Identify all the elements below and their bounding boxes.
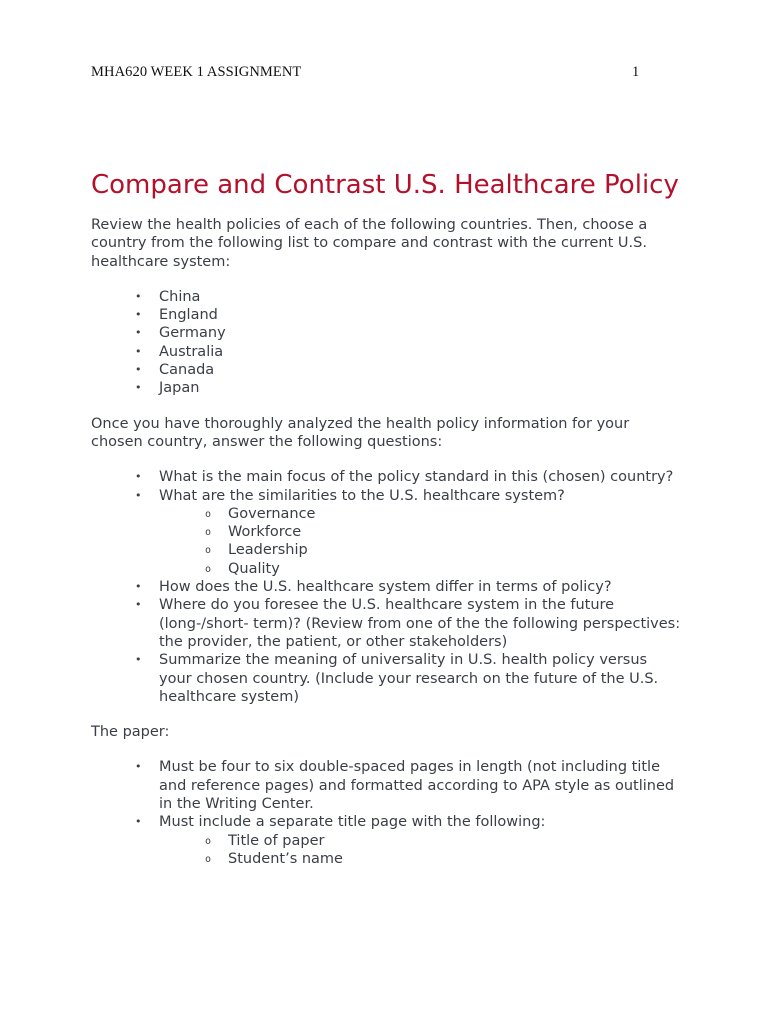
bullet-icon: • [135,815,142,829]
list-item: • How does the U.S. healthcare system differ in terms of policy? [135,579,612,596]
sub-list-item: o Workforce [159,523,681,541]
sub-bullet-icon: o [205,853,212,865]
questions-intro-paragraph: Once you have thoroughly analyzed the health policy information for your chosen country, answer the following questions: [91,415,630,450]
bullet-icon: • [135,381,142,395]
paper-intro-paragraph: The paper: [91,724,170,741]
bullet-icon: • [135,344,142,358]
bullet-icon: • [135,653,142,667]
list-item: • Where do you foresee the U.S. healthcare system in the future (long-/short- term)? (Review from one of the the following perspectives: the provider, the patient, or other stakeholders) [135,597,681,650]
country-list [91,288,681,398]
page-title: Compare and Contrast U.S. Healthcare Policy [91,170,679,200]
bullet-icon: • [135,363,142,377]
similarities-sublist [159,505,681,578]
sub-list-item: o Governance [159,505,681,523]
bullet-icon: • [135,488,142,502]
list-item: • England [135,307,218,324]
questions-list [91,468,681,706]
list-item: • Canada [135,362,215,379]
list-item: • What are the similarities to the U.S. healthcare system? o Governance o Workforce o Leadership o Quality [91,487,681,578]
sub-list-item: o Title of paper [159,832,681,850]
list-item: • What is the main focus of the policy standard in this (chosen) country? [135,469,674,486]
bullet-icon: • [135,598,142,612]
document-body [91,169,681,868]
sub-bullet-icon: o [205,835,212,847]
bullet-icon: • [135,289,142,303]
bullet-icon: • [135,580,142,594]
intro-paragraph: Review the health policies of each of the following countries. Then, choose a country from the following list to compare and contrast with the current U.S. healthcare system: [91,217,648,270]
sub-bullet-icon: o [205,563,212,575]
bullet-icon: • [135,760,142,774]
bullet-icon: • [135,308,142,322]
list-item: • Japan [135,380,200,397]
paper-requirements-list [91,758,681,868]
sub-list-item: o Student’s name [159,850,681,868]
list-item: • Summarize the meaning of universality in U.S. health policy versus your chosen country. (Include your research on the future of the U.S. healthcare system) [135,652,659,705]
list-item: • China [135,288,201,305]
list-item: • Germany [135,325,226,342]
title-page-sublist [159,832,681,869]
sub-list-item: o Leadership [159,541,681,559]
list-item: • Must include a separate title page with the following: o Title of paper o Student’s name [91,813,681,868]
page-number: 1 [632,64,640,80]
list-item: • Must be four to six double-spaced pages in length (not including title and reference pages) and formatted according to APA style as outlined in the Writing Center. [135,759,675,813]
list-item: • Australia [135,343,224,360]
bullet-icon: • [135,326,142,340]
sub-bullet-icon: o [205,545,212,557]
sub-list-item: o Quality [159,560,681,578]
running-header: MHA620 WEEK 1 ASSIGNMENT [91,64,302,80]
sub-bullet-icon: o [205,508,212,520]
bullet-icon: • [135,470,142,484]
sub-bullet-icon: o [205,527,212,539]
